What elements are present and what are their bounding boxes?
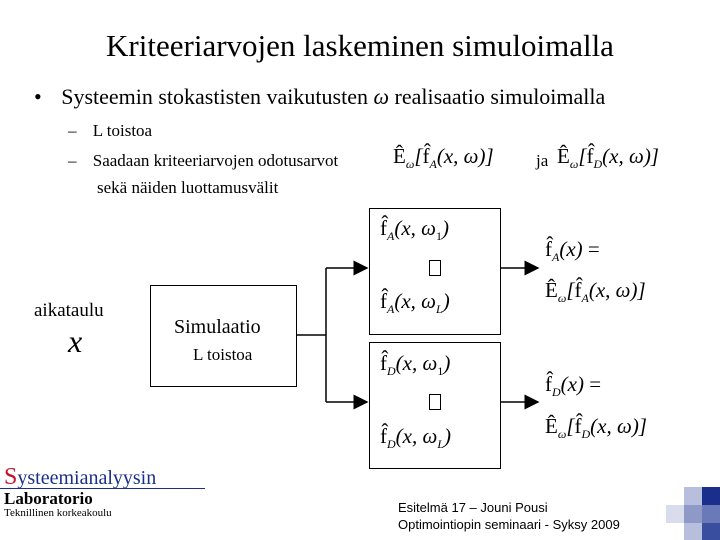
simulation-label: Simulaatio: [174, 316, 261, 338]
decor-square-7: [702, 523, 720, 540]
box-d-ellipsis: [429, 394, 441, 410]
box-d-row1: $f̂_D(x$, $\omega_1$): [380, 351, 451, 379]
result-d-line2: $Ê_\omega[f̂_D(x$, ω)]: [545, 414, 647, 442]
footer-line2: Optimointiopin seminaari - Syksy 2009: [398, 517, 620, 532]
footer: [398, 499, 620, 533]
bullet-omega: ω: [373, 84, 390, 109]
logo-laboratorio: Laboratorio: [4, 489, 93, 508]
simulation-sub: L toistoa: [193, 345, 253, 364]
subbullet-1-text: L toistoa: [92, 121, 153, 140]
box-d-row2: $f̂_D(x$, $\omega_L$): [380, 424, 452, 452]
slide-title: Kriteeriarvojen laskeminen simuloimalla: [106, 28, 614, 63]
logo-rest: ysteemianalyysin: [17, 467, 157, 489]
result-a-line1: $f̂_A(x)$ =: [545, 237, 600, 265]
bullet-text-before: Systeemin stokastisten vaikutusten: [61, 84, 374, 109]
logo-wordmark: [4, 464, 156, 491]
bullet-marker: •: [34, 84, 42, 109]
decor-square-1: [684, 487, 702, 505]
bullet-text-after: realisaatio simuloimalla: [389, 84, 606, 109]
subbullet-1-dash: –: [68, 121, 77, 140]
subbullet-2-dash: –: [68, 151, 77, 170]
footer-line1: Esitelmä 17 – Jouni Pousi: [398, 500, 548, 515]
box-a-row2: $f̂_A(x$, $\omega_L$): [380, 289, 450, 317]
formula-expect-d: $Ê_\omega[f̂_D(x$, ω)]: [557, 144, 659, 172]
box-a-row1: $f̂_A(x$, $\omega_1$): [380, 216, 449, 244]
input-label: aikataulu: [34, 300, 104, 321]
logo-first-letter: S: [4, 464, 18, 490]
subbullet-2-line2: sekä näiden luottamusvälit: [97, 178, 279, 197]
subbullet-2-text: Saadaan kriteeriarvojen odotusarvot: [92, 151, 339, 170]
logo-university: Teknillinen korkeakoulu: [4, 507, 112, 519]
box-a-ellipsis: [429, 260, 441, 276]
result-d-line1: $f̂_D(x)$ =: [545, 372, 602, 400]
decor-square-4: [666, 505, 684, 523]
decor-square-6: [684, 523, 702, 540]
decor-square-5: [684, 505, 702, 523]
decor-square-3: [702, 505, 720, 523]
subbullet-2-ja: ja: [536, 151, 549, 170]
input-var: x: [68, 323, 83, 359]
decor-square-2: [702, 487, 720, 505]
result-a-line2: $Ê_\omega[f̂_A(x$, ω)]: [545, 278, 646, 306]
formula-expect-a: $Ê_\omega[f̂_A(x$, ω)]: [393, 144, 494, 172]
